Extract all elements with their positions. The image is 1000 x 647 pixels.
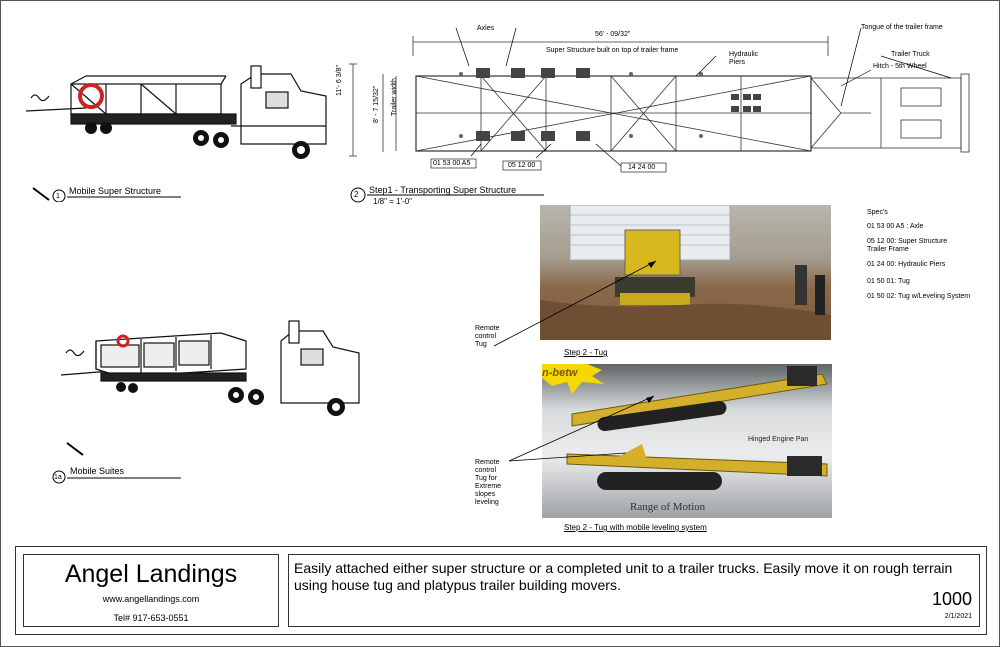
step2b-caption: Step 2 - Tug with mobile leveling system <box>564 523 707 532</box>
spec-item: 01 24 00: Hydraulic Piers <box>867 261 946 268</box>
company-website[interactable]: www.angellandings.com <box>102 594 200 604</box>
banner-text: n-betw <box>542 367 578 379</box>
hitch-label: Hitch - 5th Wheel <box>873 63 927 70</box>
view-number-1a: 1a <box>54 474 62 481</box>
mobile-suites-sketch <box>61 311 366 421</box>
hydraulic-piers-label: Hydraulic Piers <box>729 51 759 66</box>
view-label-mobile-suites <box>51 441 186 486</box>
trailer-plan-drawing <box>341 16 981 181</box>
step2-callout: Remote control Tug <box>475 325 500 348</box>
range-of-motion-label: Range of Motion <box>630 501 706 513</box>
view-number-2: 2 <box>354 190 359 199</box>
tag-frame: 05 12 00 <box>508 162 536 169</box>
step2-caption: Step 2 - Tug <box>564 348 608 357</box>
view-label-step1 <box>349 185 549 207</box>
height-dimension-2: 8' - 7 15/32" <box>373 85 380 123</box>
company-block <box>23 554 279 627</box>
title-block <box>15 546 987 635</box>
view-title-mobile-suites: Mobile Suites <box>70 466 125 476</box>
trailer-width-label: Trailer width <box>391 78 398 116</box>
sheet-date: 2/1/2021 <box>944 613 972 620</box>
overall-dimension: 56' - 09/32" <box>595 31 631 38</box>
sheet-description: Easily attached either super structure or a completed unit to a trailer trucks. Easily move it on rough terrain using house tug and platypus trailer building movers. <box>294 560 953 593</box>
axles-label: Axles <box>477 25 495 32</box>
spec-item: 01 50 02: Tug w/Leveling System <box>867 293 971 300</box>
company-phone: Tel# 917-653-0551 <box>113 613 189 623</box>
company-name: Angel Landings <box>64 560 238 588</box>
trailer-truck-label: Trailer Truck <box>891 51 930 58</box>
description-block <box>288 554 980 627</box>
mobile-super-structure-sketch <box>26 56 336 166</box>
step2b-callout: Remote control Tug for Extreme slopes leveling <box>475 459 502 506</box>
super-structure-note: Super Structure built on top of trailer frame <box>546 47 679 54</box>
tongue-label: Tongue of the trailer frame <box>861 24 943 31</box>
tag-piers: 14 24 00 <box>628 164 656 171</box>
spec-item: 01 50 01: Tug <box>867 278 910 285</box>
step2-leader <box>491 256 671 351</box>
view-title-mobile-super: Mobile Super Structure <box>69 186 162 196</box>
spec-item: 01 53 00 A5 : Axle <box>867 223 924 230</box>
view-title-step1: Step1 - Transporting Super Structure <box>369 185 517 195</box>
tag-axle: 01 53 00 A5 <box>433 160 471 167</box>
spec-item: 05 12 00: Super Structure Trailer Frame <box>867 238 948 253</box>
specs-heading: Spec's <box>867 209 888 216</box>
sheet-number: 1000 <box>931 589 972 609</box>
specs-list <box>867 209 987 301</box>
view-number-1: 1 <box>56 193 60 200</box>
step2b-leader <box>506 391 666 466</box>
hinged-engine-pan-label: Hinged Engine Pan <box>748 436 809 443</box>
view-label-mobile-super <box>31 186 181 200</box>
view-scale-step1: 1/8" = 1'-0" <box>373 197 413 206</box>
height-dimension-1: 11'- 6 3/8" <box>336 65 343 96</box>
